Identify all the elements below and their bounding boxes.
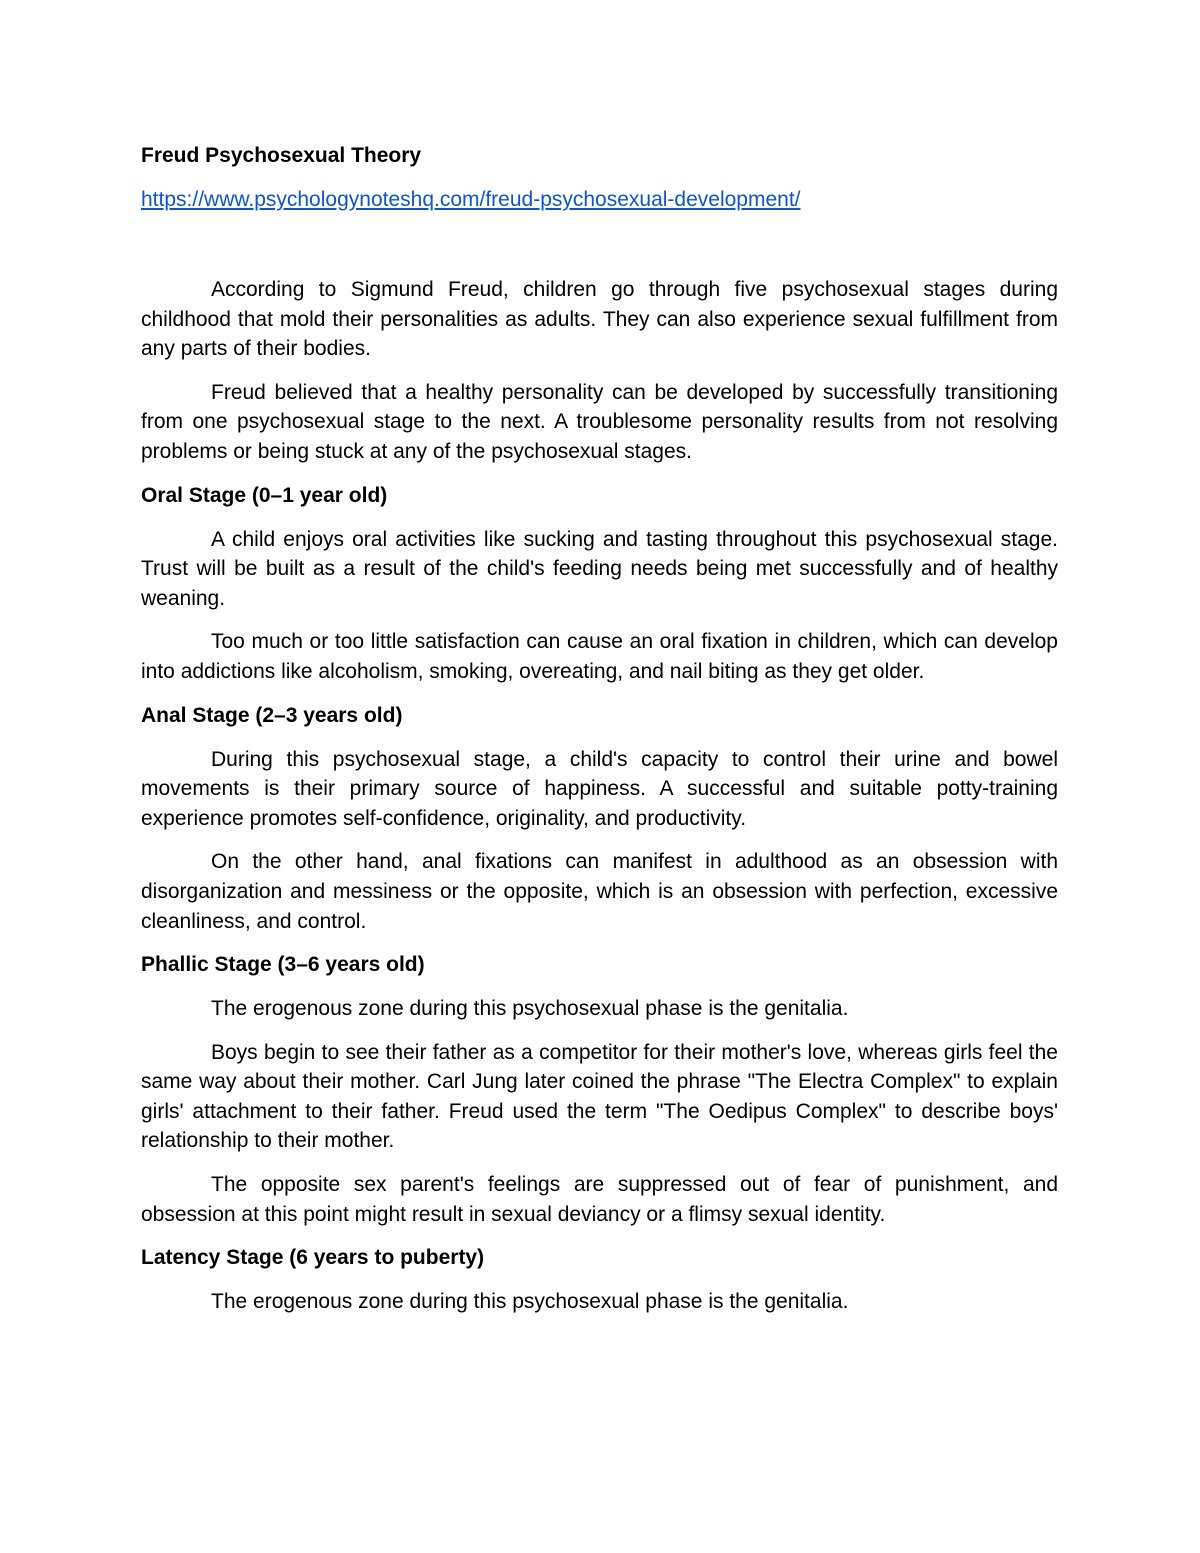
- section-paragraph: During this psychosexual stage, a child's capacity to control their urine and bowel movements is their primary source of happiness. A successful and suitable potty-training experience promotes self-confidence, originality, and productivity.: [141, 747, 1058, 830]
- section-paragraph: The erogenous zone during this psychosexual phase is the genitalia.: [211, 997, 849, 1021]
- section-heading-latency-stage: Latency Stage (6 years to puberty): [141, 1246, 485, 1270]
- section-paragraph: Too much or too little satisfaction can cause an oral fixation in children, which can develop into addictions like alcoholism, smoking, overeating, and nail biting as they get older.: [141, 630, 1058, 683]
- intro-paragraph: Freud believed that a healthy personality can be developed by successfully transitioning from one psychosexual stage to the next. A troublesome personality results from not resolving problems or being stuck at any of the psychosexual stages.: [141, 380, 1058, 463]
- intro-paragraph: According to Sigmund Freud, children go through five psychosexual stages during childhood that mold their personalities as adults. They can also experience sexual fulfillment from any parts of their bodies.: [141, 278, 1058, 361]
- section-paragraph: The opposite sex parent's feelings are suppressed out of fear of punishment, and obsession at this point might result in sexual deviancy or a flimsy sexual identity.: [141, 1173, 1058, 1226]
- document-title: Freud Psychosexual Theory: [141, 144, 422, 167]
- section-paragraph: The erogenous zone during this psychosexual phase is the genitalia.: [211, 1290, 849, 1314]
- document-page: [141, 141, 1058, 1331]
- section-heading-phallic-stage: Phallic Stage (3–6 years old): [141, 953, 425, 977]
- section-heading-oral-stage: Oral Stage (0–1 year old): [141, 483, 388, 507]
- section-heading-anal-stage: Anal Stage (2–3 years old): [141, 703, 403, 727]
- section-paragraph: Boys begin to see their father as a competitor for their mother's love, whereas girls feel the same way about their mother. Carl Jung later coined the phrase "The Electra Complex" to explain girls' attachment to their father. Freud used the term "The Oedipus Complex" to describe boys' relationship to their mother.: [141, 1040, 1058, 1153]
- section-paragraph: On the other hand, anal fixations can manifest in adulthood as an obsession with disorganization and messiness or the opposite, which is an obsession with perfection, excessive cleanliness, and control.: [141, 850, 1058, 933]
- source-link[interactable]: https://www.psychologynoteshq.com/freud-psychosexual-development/: [141, 188, 801, 211]
- section-paragraph: A child enjoys oral activities like sucking and tasting throughout this psychosexual stage. Trust will be built as a result of the child's feeding needs being met successfully and of healthy weaning.: [141, 527, 1058, 610]
